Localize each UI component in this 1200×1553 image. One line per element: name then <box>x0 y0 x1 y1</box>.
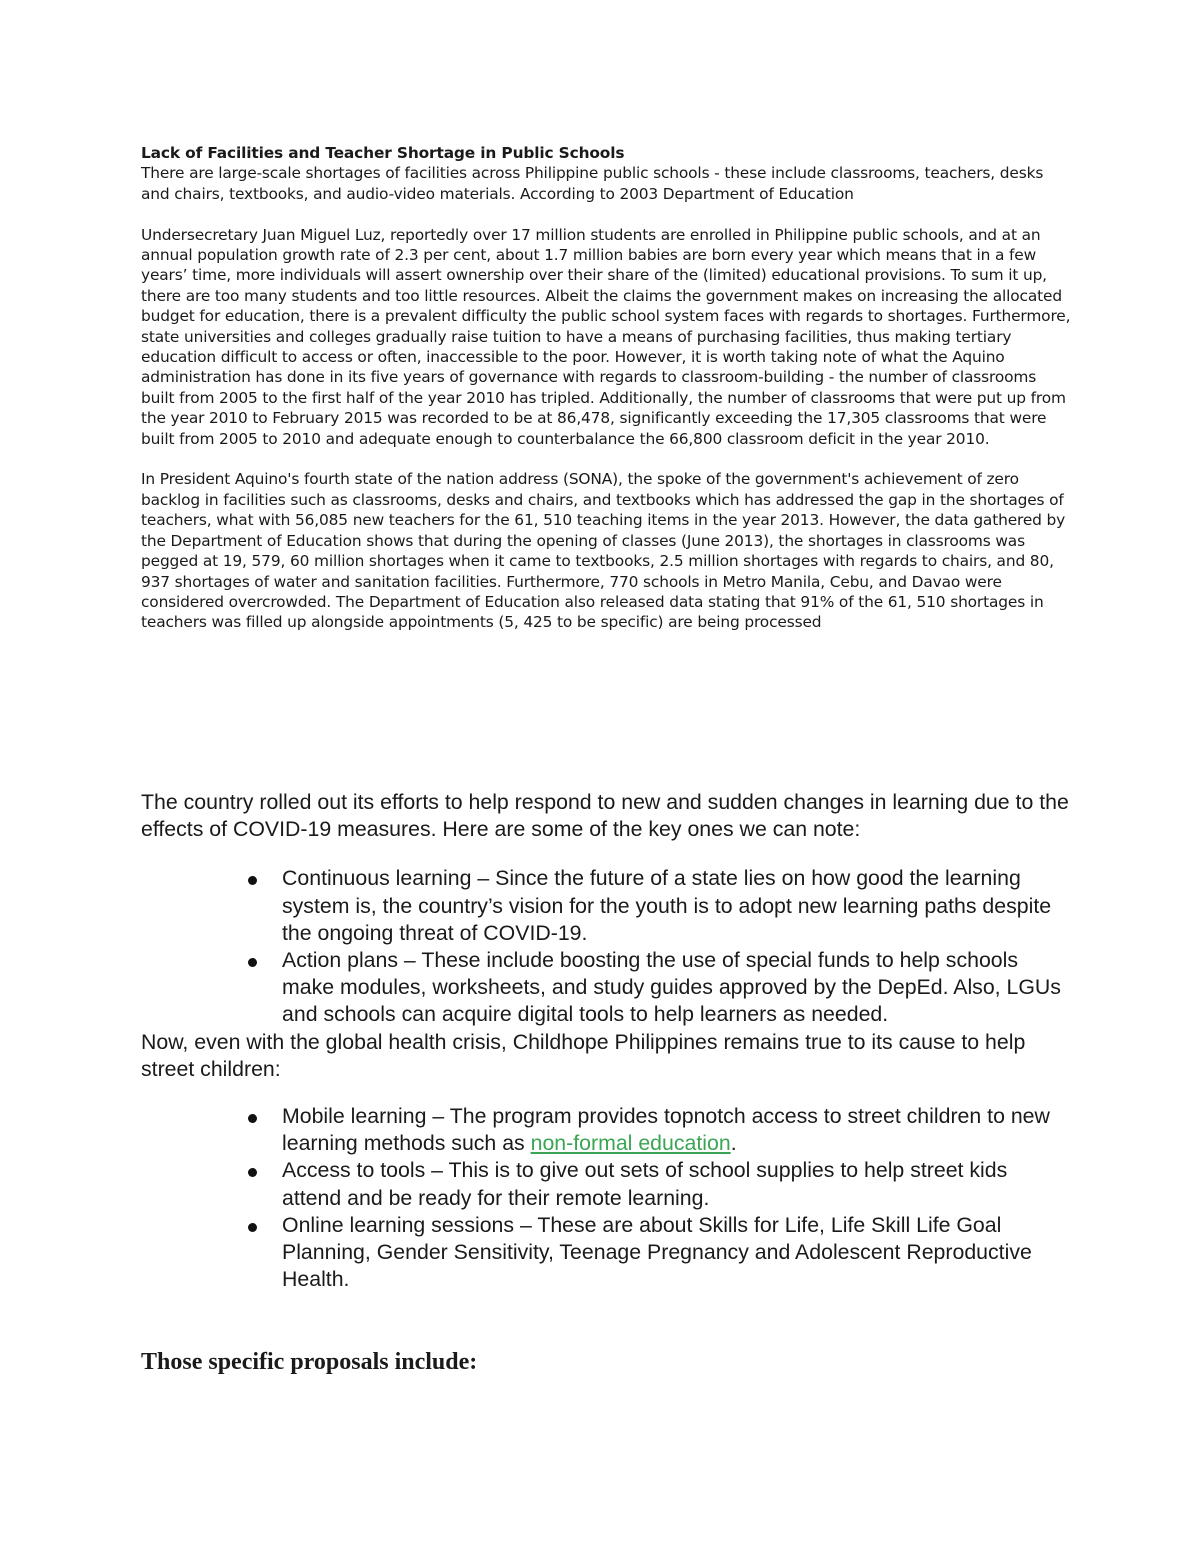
facilities-section <box>141 143 1071 633</box>
list-item <box>141 1212 1071 1294</box>
efforts-list <box>141 865 1071 1028</box>
section-heading: Lack of Facilities and Teacher Shortage in Public Schools <box>141 144 625 162</box>
childhope-paragraph: Now, even with the global health crisis, Childhope Philippines remains true to its cause to help street children: <box>141 1029 1026 1081</box>
list-item <box>141 1103 1071 1157</box>
bullet-icon <box>248 958 257 967</box>
list-item <box>141 1157 1071 1211</box>
bullet-icon <box>248 1168 257 1177</box>
list-item-text: Access to tools – This is to give out sets of school supplies to help street kids attend and be ready for their remote learning. <box>282 1158 1008 1210</box>
non-formal-education-link[interactable]: non-formal education <box>530 1131 731 1156</box>
list-item-suffix: . <box>730 1131 737 1156</box>
bullet-icon <box>248 1223 257 1232</box>
list-item <box>141 947 1071 1029</box>
list-item-text: Continuous learning – Since the future of a state lies on how good the learning system is, the country’s vision for the youth is to adopt new learning paths despite the ongoing threat of COVID-19. <box>282 866 1052 945</box>
paragraph-sona: In President Aquino's fourth state of the nation address (SONA), the spoke of the government's achievement of zero backlog in facilities such as classrooms, desks and chairs, and textbooks which has addressed the gap in the shortages of teachers, what with 56,085 new teachers for the 61, 510 teaching items in the year 2013. However, the data gathered by the Department of Education shows that during the opening of classes (June 2013), the shortages in classrooms was pegged at 19, 579, 60 million shortages when it came to textbooks, 2.5 million shortages with regards to chairs, and 80, 937 shortages of water and sanitation facilities. Furthermore, 770 schools in Metro Manila, Cebu, and Davao were considered overcrowded. The Department of Education also released data stating that 91% of the 61, 510 shortages in teachers was filled up alongside appointments (5, 425 to be specific) are being processed <box>141 470 1066 632</box>
paragraph-luz: Undersecretary Juan Miguel Luz, reportedly over 17 million students are enrolled in Philippine public schools, and at an annual population growth rate of 2.3 per cent, about 1.7 million babies are born every year which means that in a few years’ time, more individuals will assert ownership over their share of the (limited) educational provisions. To sum it up, there are too many students and too little resources. Albeit the claims the government makes on increasing the allocated budget for education, there is a prevalent difficulty the public school system faces with regards to shortages. Furthermore, state universities and colleges gradually raise tuition to have a means of purchasing facilities, thus making tertiary education difficult to access or often, inaccessible to the poor. However, it is worth taking note of what the Aquino administration has done in its five years of governance with regards to classroom-building - the number of classrooms built from 2005 to the first half of the year 2010 has tripled. Additionally, the number of classrooms that were put up from the year 2010 to February 2015 was recorded to be at 86,478, significantly exceeding the 17,305 classrooms that were built from 2005 to 2010 and adequate enough to counterbalance the 66,800 classroom deficit in the year 2010. <box>141 225 1071 448</box>
covid-section <box>141 789 1071 1293</box>
list-item-text: Action plans – These include boosting the use of special funds to help schools make modules, worksheets, and study guides approved by the DepEd. Also, LGUs and schools can acquire digital tools to help learners as needed. <box>282 948 1061 1027</box>
childhope-list <box>141 1103 1071 1293</box>
bullet-icon <box>248 876 257 885</box>
bullet-icon <box>248 1114 257 1123</box>
paragraph-intro: There are large-scale shortages of facilities across Philippine public schools - these include classrooms, teachers, desks and chairs, textbooks, and audio-video materials. According to 2003 Department of Education <box>141 164 1044 203</box>
covid-intro: The country rolled out its efforts to help respond to new and sudden changes in learning due to the effects of COVID-19 measures. Here are some of the key ones we can note: <box>141 790 1069 842</box>
proposals-heading: Those specific proposals include: <box>141 1349 478 1375</box>
list-item <box>141 865 1071 947</box>
list-item-text: Mobile learning – The program provides topnotch access to street children to new learning methods such as <box>282 1104 1050 1156</box>
list-item-text: Online learning sessions – These are about Skills for Life, Life Skill Life Goal Planning, Gender Sensitivity, Teenage Pregnancy and Adolescent Reproductive Health. <box>282 1212 1032 1292</box>
